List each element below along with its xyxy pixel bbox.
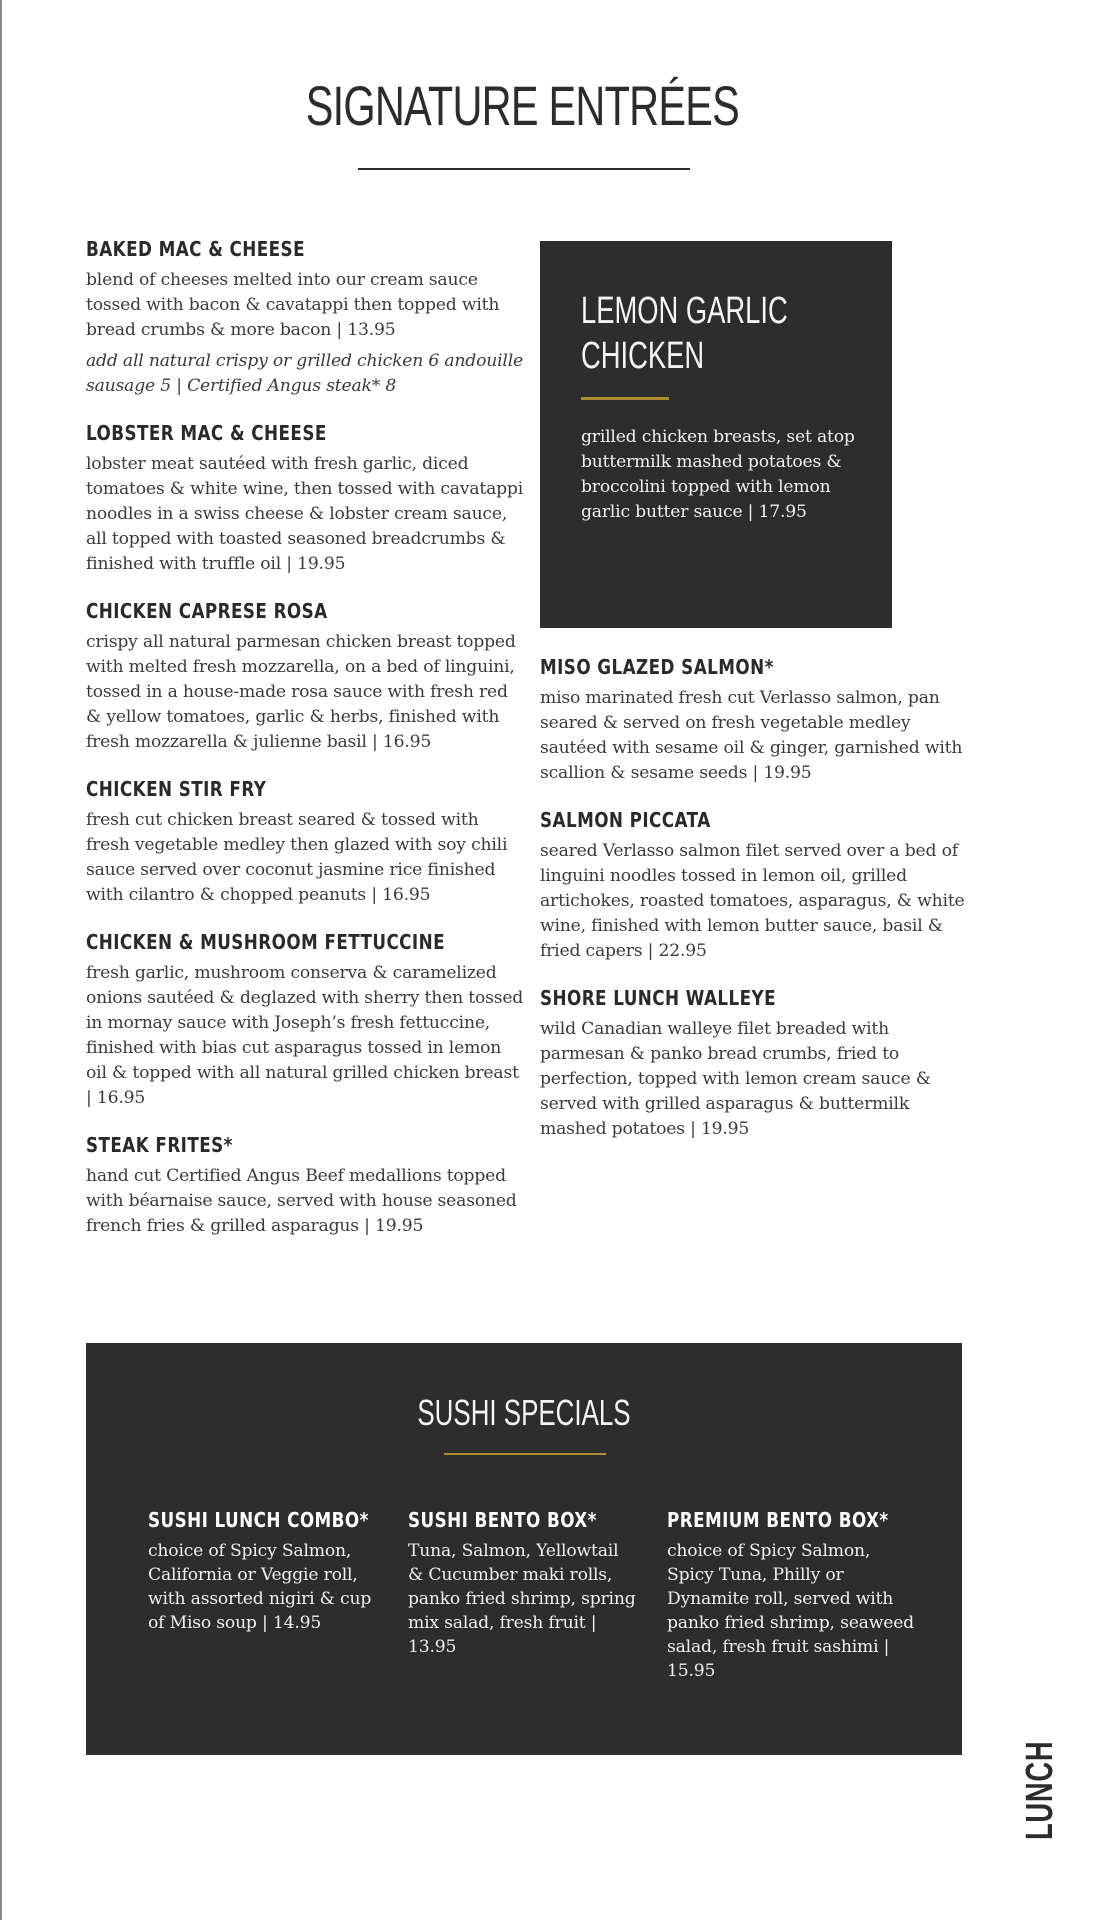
menu-item-chicken-stir-fry [86, 777, 526, 908]
menu-item-chicken-mushroom-fettuccine [86, 930, 526, 1111]
sushi-item-bento-box [408, 1508, 636, 1659]
right-menu-column [540, 655, 970, 1164]
sushi-item-name: SUSHI LUNCH COMBO* [148, 1508, 369, 1532]
sushi-item-name: SUSHI BENTO BOX* [408, 1508, 597, 1532]
feature-title [581, 289, 840, 379]
menu-item-name: CHICKEN STIR FRY [86, 777, 267, 801]
sushi-item-description: choice of Spicy Salmon, Spicy Tuna, Philly or Dynamite roll, served with panko fried shrimp, seaweed salad, fresh fruit sashimi | 15.95 [667, 1541, 914, 1681]
page-title: SIGNATURE ENTRÉES [305, 74, 740, 137]
menu-item-description: lobster meat sautéed with fresh garlic, diced tomatoes & white wine, then tossed with cavatappi noodles in a swiss cheese & lobster cream sauce, all topped with toasted seasoned breadcrumbs & finished with truffle oil | 19.95 [86, 454, 524, 574]
page-edge-rule [0, 0, 2, 1920]
menu-item-steak-frites [86, 1133, 526, 1239]
sushi-item-description: Tuna, Salmon, Yellowtail & Cucumber maki rolls, panko fried shrimp, spring mix salad, fresh fruit | 13.95 [408, 1541, 636, 1657]
feature-title-line-1: LEMON GARLIC [581, 290, 788, 332]
left-menu-column [86, 237, 526, 1261]
menu-item-name: LOBSTER MAC & CHEESE [86, 421, 327, 445]
menu-item-chicken-caprese-rosa [86, 599, 526, 755]
menu-item-salmon-piccata [540, 808, 970, 964]
feature-lemon-garlic-chicken [540, 241, 892, 628]
menu-item-shore-lunch-walleye [540, 986, 970, 1142]
feature-accent-rule [581, 397, 669, 400]
menu-item-description: seared Verlasso salmon filet served over a bed of linguini noodles tossed in lemon oil, grilled artichokes, roasted tomatoes, asparagus, & white wine, finished with lemon butter sauce, basil & fried capers | 22.95 [540, 841, 965, 961]
sushi-item-description: choice of Spicy Salmon, California or Veggie roll, with assorted nigiri & cup of Miso soup | 14.95 [148, 1541, 372, 1633]
menu-item-description: fresh garlic, mushroom conserva & caramelized onions sautéed & deglazed with sherry then tossed in mornay sauce with Joseph’s fresh fettuccine, finished with bias cut asparagus tossed in lemon oil & topped with all natural grilled chicken breast | 16.95 [86, 963, 524, 1108]
sushi-item-lunch-combo [148, 1508, 388, 1635]
menu-item-name: CHICKEN CAPRESE ROSA [86, 599, 328, 623]
menu-item-description: fresh cut chicken breast seared & tossed with fresh vegetable medley then glazed with soy chili sauce served over coconut jasmine rice finished with cilantro & chopped peanuts | 16.95 [86, 810, 508, 905]
menu-item-addon: add all natural crispy or grilled chicken 6 andouille sausage 5 | Certified Angus steak* 8 [86, 351, 523, 396]
menu-item-name: STEAK FRITES* [86, 1133, 233, 1157]
menu-item-name: SALMON PICCATA [540, 808, 711, 832]
sushi-item-name: PREMIUM BENTO BOX* [667, 1508, 889, 1532]
title-underline [358, 168, 690, 170]
lunch-side-label-text: LUNCH [1019, 1740, 1061, 1840]
lunch-side-label [1019, 1740, 1061, 1840]
feature-description: grilled chicken breasts, set atop buttermilk mashed potatoes & broccolini topped with lemon garlic butter sauce | 17.95 [581, 427, 855, 522]
menu-item-name: BAKED MAC & CHEESE [86, 237, 305, 261]
menu-item-name: CHICKEN & MUSHROOM FETTUCCINE [86, 930, 445, 954]
menu-item-name: MISO GLAZED SALMON* [540, 655, 774, 679]
menu-item-name: SHORE LUNCH WALLEYE [540, 986, 777, 1010]
menu-item-lobster-mac-cheese [86, 421, 526, 577]
sushi-accent-rule [444, 1453, 606, 1455]
sushi-item-premium-bento-box [667, 1508, 917, 1683]
feature-title-line-2: CHICKEN [581, 335, 705, 377]
menu-item-description: crispy all natural parmesan chicken breast topped with melted fresh mozzarella, on a bed of linguini, tossed in a house-made rosa sauce with fresh red & yellow tomatoes, garlic & herbs, finished with fresh mozzarella & julienne basil | 16.95 [86, 632, 516, 752]
menu-item-description: blend of cheeses melted into our cream sauce tossed with bacon & cavatappi then topped with bread crumbs & more bacon | 13.95 [86, 270, 500, 340]
sushi-specials-panel [86, 1343, 962, 1755]
menu-item-baked-mac-cheese [86, 237, 526, 399]
menu-item-description: wild Canadian walleye filet breaded with parmesan & panko bread crumbs, fried to perfection, topped with lemon cream sauce & served with grilled asparagus & buttermilk mashed potatoes | 19.95 [540, 1019, 931, 1139]
sushi-specials-title: SUSHI SPECIALS [417, 1392, 631, 1433]
menu-item-description: hand cut Certified Angus Beef medallions topped with béarnaise sauce, served with house seasoned french fries & grilled asparagus | 19.95 [86, 1166, 517, 1236]
menu-item-miso-glazed-salmon [540, 655, 970, 786]
menu-item-description: miso marinated fresh cut Verlasso salmon, pan seared & served on fresh vegetable medley sautéed with sesame oil & ginger, garnished with scallion & sesame seeds | 19.95 [540, 688, 963, 783]
